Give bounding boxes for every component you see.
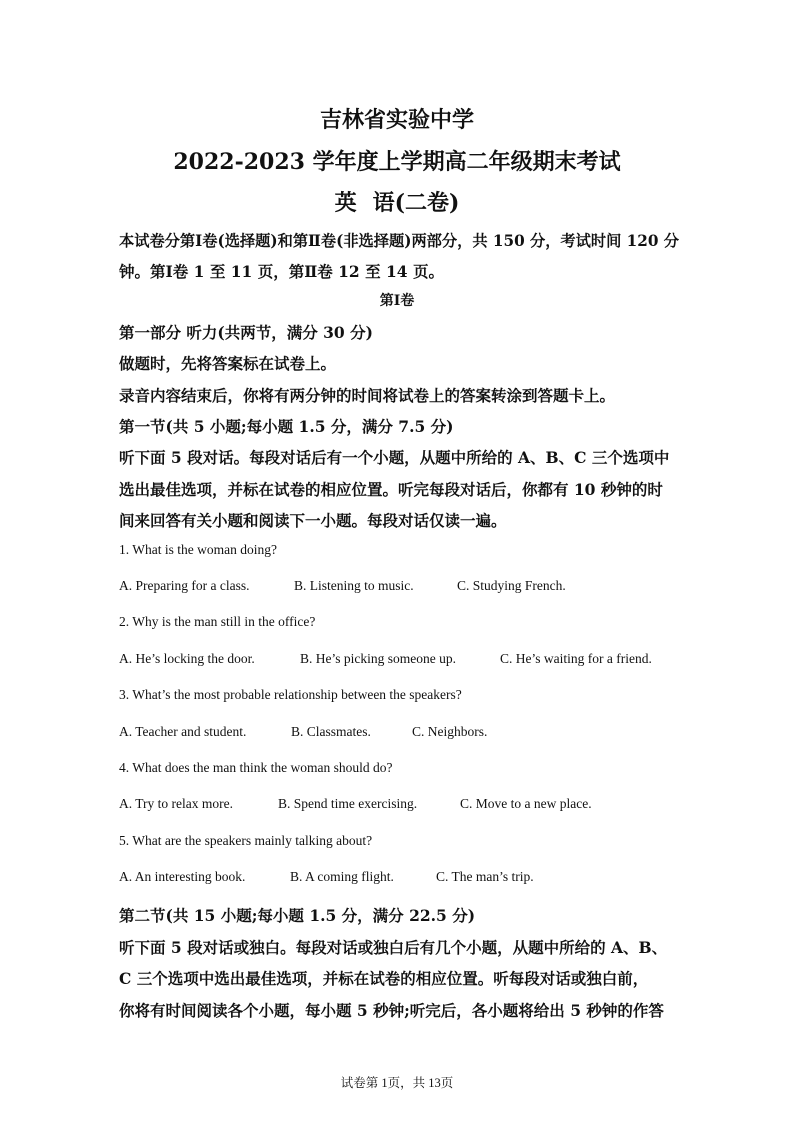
question-3: 3. What’s the most probable relationship between the speakers? [119,687,462,702]
section1-instruction-3: 间来回答有关小题和阅读下一小题。每段对话仅读一遍。 [119,511,507,530]
question-1-option-b: B. Listening to music. [294,578,414,593]
subject-title [0,186,794,217]
question-3-option-c: C. Neighbors. [412,724,488,739]
section2-title: 第二节(共 15 小题;每小题 1.5 分，满分 22.5 分) [119,906,476,925]
page-footer: 试卷第 1页，共 13页 [340,1076,454,1090]
question-4-option-b: B. Spend time exercising. [278,796,418,811]
part1-note-1: 做题时，先将答案标在试卷上。 [119,354,337,373]
question-1-option-a: A. Preparing for a class. [119,578,250,593]
school-title: 吉林省实验中学 [319,107,474,133]
question-5: 5. What are the speakers mainly talking about? [119,833,373,848]
part1-note-2: 录音内容结束后，你将有两分钟的时间将试卷上的答案转涂到答题卡上。 [119,386,616,405]
part1-title: 第一部分 听力(共两节，满分 30 分) [119,323,373,342]
volume-title: 第Ⅰ卷 [379,293,415,309]
exam-title: 2022-2023 学年度上学期高二年级期末考试 [173,149,621,175]
section1-instruction-2: 选出最佳选项，并标在试卷的相应位置。听完每段对话后，你都有 10 秒钟的时 [119,480,663,499]
subject-part-b: 语(二卷) [372,190,460,216]
question-4-option-c: C. Move to a new place. [460,796,592,811]
question-2-option-a: A. He’s locking the door. [119,651,255,666]
section2-instruction-1: 听下面 5 段对话或独白。每段对话或独白后有几个小题，从题中所给的 A、B、 [119,938,668,957]
question-5-option-a: A. An interesting book. [119,869,246,884]
question-2-option-b: B. He’s picking someone up. [300,651,456,666]
subject-part-a: 英 [334,190,357,216]
intro-line-2: 钟。第Ⅰ卷 1 至 11 页，第Ⅱ卷 12 至 14 页。 [119,262,444,281]
question-3-option-a: A. Teacher and student. [119,724,247,739]
question-4-option-a: A. Try to relax more. [119,796,233,811]
question-5-option-c: C. The man’s trip. [436,869,534,884]
question-2: 2. Why is the man still in the office? [119,614,316,629]
section2-instruction-2: C 三个选项中选出最佳选项，并标在试卷的相应位置。听每段对话或独白前， [119,969,649,988]
intro-line-1: 本试卷分第Ⅰ卷(选择题)和第Ⅱ卷(非选择题)两部分，共 150 分，考试时间 120 分 [119,231,679,250]
section2-instruction-3: 你将有时间阅读各个小题，每小题 5 秒钟;听完后，各小题将给出 5 秒钟的作答 [119,1001,664,1020]
question-1: 1. What is the woman doing? [119,542,277,557]
question-4: 4. What does the man think the woman should do? [119,760,393,775]
question-1-option-c: C. Studying French. [457,578,566,593]
question-3-option-b: B. Classmates. [291,724,371,739]
section1-title: 第一节(共 5 小题;每小题 1.5 分，满分 7.5 分) [119,417,454,436]
section1-instruction-1: 听下面 5 段对话。每段对话后有一个小题，从题中所给的 A、B、C 三个选项中 [119,448,670,467]
question-2-option-c: C. He’s waiting for a friend. [500,651,652,666]
question-5-option-b: B. A coming flight. [290,869,394,884]
